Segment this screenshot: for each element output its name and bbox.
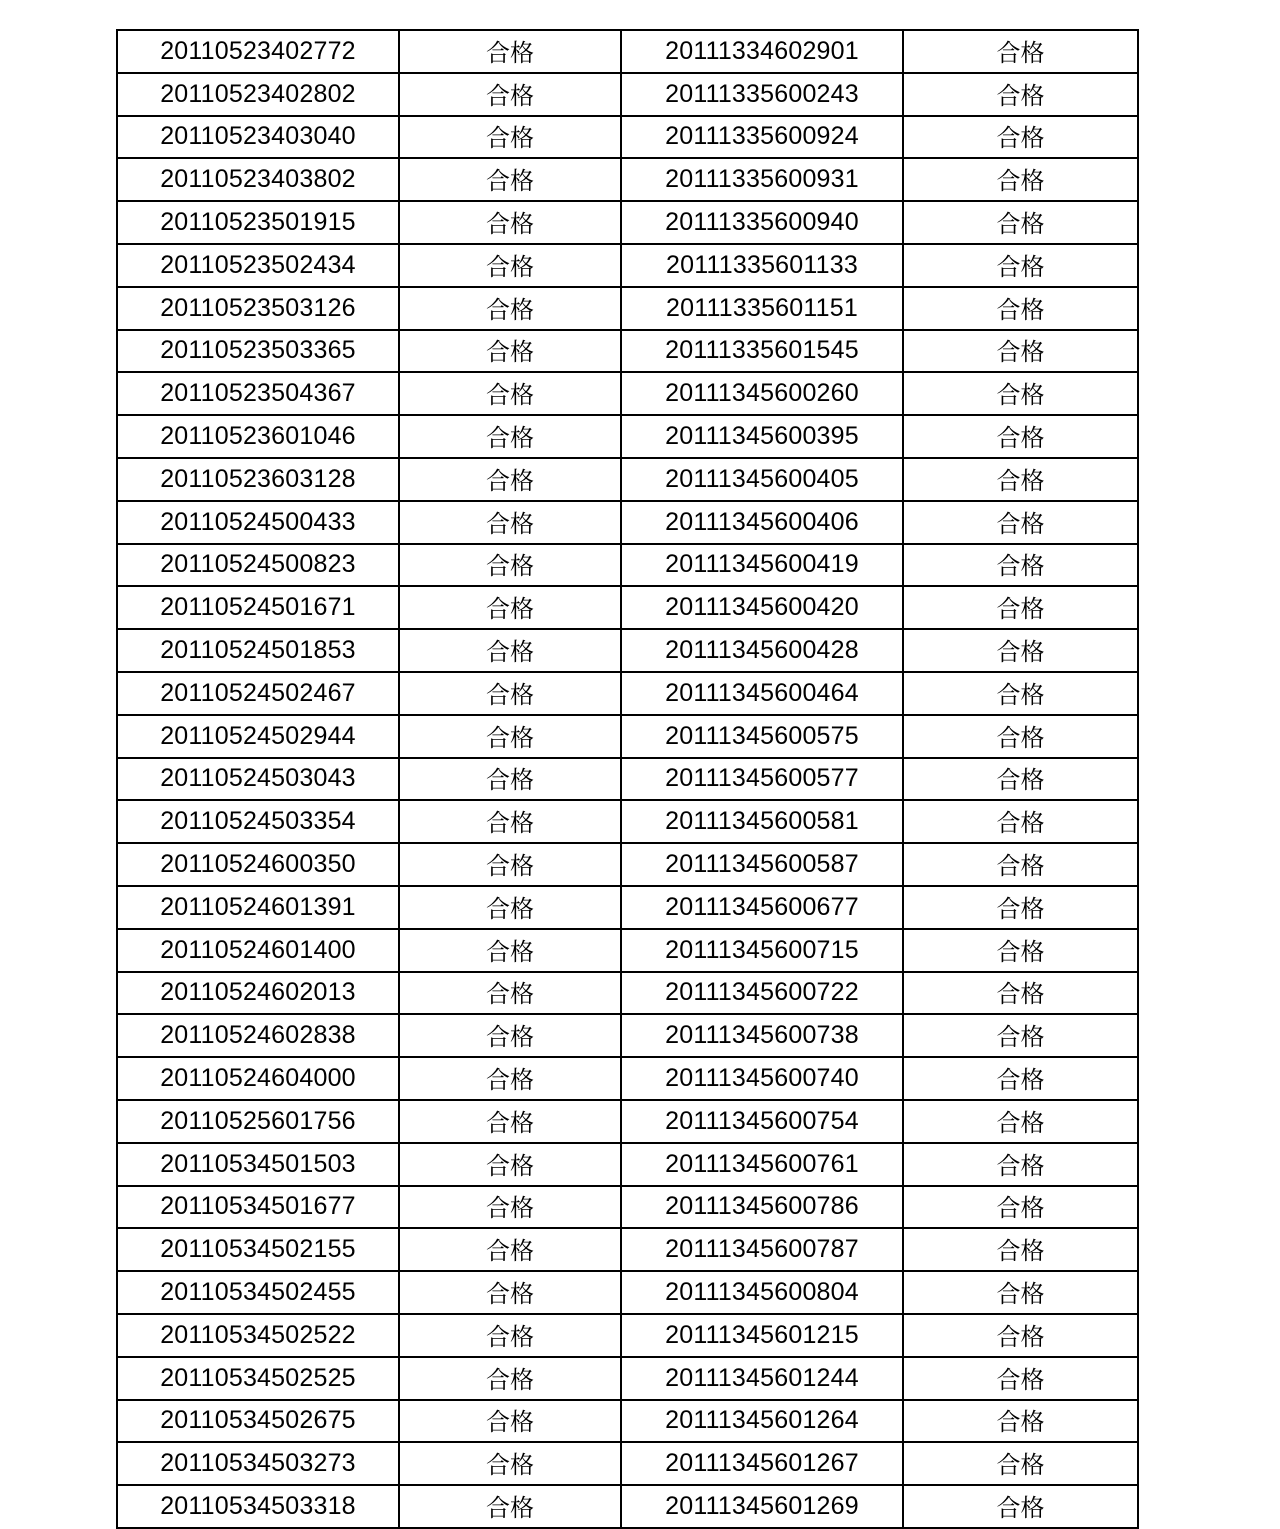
right-status-cell: 合格 xyxy=(903,1314,1138,1357)
left-id-cell: 20110523502434 xyxy=(117,244,399,287)
right-status-cell: 合格 xyxy=(903,800,1138,843)
left-status-cell: 合格 xyxy=(399,330,621,373)
table-row xyxy=(117,586,1138,629)
right-id-cell: 20111345600581 xyxy=(621,800,903,843)
left-id-cell: 20110525601756 xyxy=(117,1100,399,1143)
right-id-cell: 20111345600738 xyxy=(621,1014,903,1057)
left-status-cell: 合格 xyxy=(399,116,621,159)
right-status-cell: 合格 xyxy=(903,1186,1138,1229)
table-row xyxy=(117,1485,1138,1528)
right-id-cell: 20111345601215 xyxy=(621,1314,903,1357)
right-status-cell: 合格 xyxy=(903,73,1138,116)
right-id-cell: 20111335601151 xyxy=(621,287,903,330)
left-id-cell: 20110534502675 xyxy=(117,1400,399,1443)
table-row xyxy=(117,1400,1138,1443)
left-id-cell: 20110524601400 xyxy=(117,929,399,972)
right-status-cell: 合格 xyxy=(903,501,1138,544)
left-id-cell: 20110523403040 xyxy=(117,116,399,159)
right-id-cell: 20111345600260 xyxy=(621,372,903,415)
right-status-cell: 合格 xyxy=(903,929,1138,972)
left-id-cell: 20110524501853 xyxy=(117,629,399,672)
right-id-cell: 20111335600940 xyxy=(621,201,903,244)
right-status-cell: 合格 xyxy=(903,116,1138,159)
left-status-cell: 合格 xyxy=(399,1228,621,1271)
left-id-cell: 20110534502525 xyxy=(117,1357,399,1400)
left-id-cell: 20110523601046 xyxy=(117,415,399,458)
left-status-cell: 合格 xyxy=(399,244,621,287)
left-status-cell: 合格 xyxy=(399,73,621,116)
table-row xyxy=(117,1442,1138,1485)
right-id-cell: 20111345601269 xyxy=(621,1485,903,1528)
left-id-cell: 20110523501915 xyxy=(117,201,399,244)
left-status-cell: 合格 xyxy=(399,415,621,458)
right-id-cell: 20111334602901 xyxy=(621,30,903,73)
right-id-cell: 20111345600420 xyxy=(621,586,903,629)
left-id-cell: 20110534503273 xyxy=(117,1442,399,1485)
left-status-cell: 合格 xyxy=(399,929,621,972)
table-row xyxy=(117,244,1138,287)
right-id-cell: 20111345601264 xyxy=(621,1400,903,1443)
right-status-cell: 合格 xyxy=(903,886,1138,929)
left-status-cell: 合格 xyxy=(399,843,621,886)
table-row xyxy=(117,73,1138,116)
right-status-cell: 合格 xyxy=(903,1228,1138,1271)
right-status-cell: 合格 xyxy=(903,1100,1138,1143)
left-status-cell: 合格 xyxy=(399,972,621,1015)
right-id-cell: 20111345600677 xyxy=(621,886,903,929)
left-id-cell: 20110524503354 xyxy=(117,800,399,843)
left-status-cell: 合格 xyxy=(399,1186,621,1229)
table-row xyxy=(117,1314,1138,1357)
results-table xyxy=(116,29,1139,1529)
table-row xyxy=(117,372,1138,415)
right-id-cell: 20111345600804 xyxy=(621,1271,903,1314)
table-row xyxy=(117,158,1138,201)
left-id-cell: 20110523402772 xyxy=(117,30,399,73)
left-status-cell: 合格 xyxy=(399,1442,621,1485)
left-id-cell: 20110523503126 xyxy=(117,287,399,330)
right-id-cell: 20111345600395 xyxy=(621,415,903,458)
left-status-cell: 合格 xyxy=(399,544,621,587)
left-status-cell: 合格 xyxy=(399,1314,621,1357)
right-id-cell: 20111345600740 xyxy=(621,1057,903,1100)
table-row xyxy=(117,544,1138,587)
right-status-cell: 合格 xyxy=(903,1357,1138,1400)
right-status-cell: 合格 xyxy=(903,330,1138,373)
left-status-cell: 合格 xyxy=(399,372,621,415)
right-status-cell: 合格 xyxy=(903,972,1138,1015)
table-row xyxy=(117,972,1138,1015)
right-id-cell: 20111345600786 xyxy=(621,1186,903,1229)
table-row xyxy=(117,886,1138,929)
left-id-cell: 20110524602013 xyxy=(117,972,399,1015)
table-row xyxy=(117,929,1138,972)
left-id-cell: 20110524500433 xyxy=(117,501,399,544)
left-status-cell: 合格 xyxy=(399,201,621,244)
left-status-cell: 合格 xyxy=(399,30,621,73)
table-row xyxy=(117,800,1138,843)
right-id-cell: 20111345600715 xyxy=(621,929,903,972)
left-id-cell: 20110523603128 xyxy=(117,458,399,501)
results-table-body xyxy=(117,30,1138,1528)
left-id-cell: 20110534502522 xyxy=(117,1314,399,1357)
right-status-cell: 合格 xyxy=(903,843,1138,886)
right-id-cell: 20111335601133 xyxy=(621,244,903,287)
right-id-cell: 20111345600787 xyxy=(621,1228,903,1271)
table-row xyxy=(117,843,1138,886)
right-id-cell: 20111335600931 xyxy=(621,158,903,201)
table-row xyxy=(117,458,1138,501)
table-row xyxy=(117,1186,1138,1229)
left-id-cell: 20110523403802 xyxy=(117,158,399,201)
right-status-cell: 合格 xyxy=(903,672,1138,715)
table-row xyxy=(117,1228,1138,1271)
left-status-cell: 合格 xyxy=(399,501,621,544)
right-id-cell: 20111335600924 xyxy=(621,116,903,159)
left-id-cell: 20110534502155 xyxy=(117,1228,399,1271)
left-id-cell: 20110523402802 xyxy=(117,73,399,116)
table-row xyxy=(117,1357,1138,1400)
left-id-cell: 20110523504367 xyxy=(117,372,399,415)
table-row xyxy=(117,415,1138,458)
left-id-cell: 20110524502467 xyxy=(117,672,399,715)
left-status-cell: 合格 xyxy=(399,758,621,801)
left-status-cell: 合格 xyxy=(399,1057,621,1100)
table-row xyxy=(117,30,1138,73)
left-status-cell: 合格 xyxy=(399,886,621,929)
table-row xyxy=(117,629,1138,672)
table-row xyxy=(117,1014,1138,1057)
right-status-cell: 合格 xyxy=(903,1143,1138,1186)
left-status-cell: 合格 xyxy=(399,1271,621,1314)
table-row xyxy=(117,116,1138,159)
left-id-cell: 20110534502455 xyxy=(117,1271,399,1314)
table-row xyxy=(117,287,1138,330)
right-status-cell: 合格 xyxy=(903,586,1138,629)
table-row xyxy=(117,1143,1138,1186)
right-status-cell: 合格 xyxy=(903,1442,1138,1485)
right-status-cell: 合格 xyxy=(903,758,1138,801)
right-id-cell: 20111345600754 xyxy=(621,1100,903,1143)
right-id-cell: 20111345600405 xyxy=(621,458,903,501)
right-status-cell: 合格 xyxy=(903,458,1138,501)
right-id-cell: 20111345600761 xyxy=(621,1143,903,1186)
right-status-cell: 合格 xyxy=(903,1057,1138,1100)
right-id-cell: 20111335600243 xyxy=(621,73,903,116)
right-status-cell: 合格 xyxy=(903,1271,1138,1314)
left-status-cell: 合格 xyxy=(399,287,621,330)
left-status-cell: 合格 xyxy=(399,672,621,715)
right-id-cell: 20111345600428 xyxy=(621,629,903,672)
left-id-cell: 20110524604000 xyxy=(117,1057,399,1100)
right-id-cell: 20111345600464 xyxy=(621,672,903,715)
right-id-cell: 20111345600587 xyxy=(621,843,903,886)
left-status-cell: 合格 xyxy=(399,1485,621,1528)
right-id-cell: 20111345600722 xyxy=(621,972,903,1015)
right-status-cell: 合格 xyxy=(903,201,1138,244)
right-status-cell: 合格 xyxy=(903,1400,1138,1443)
table-row xyxy=(117,1057,1138,1100)
left-status-cell: 合格 xyxy=(399,458,621,501)
right-id-cell: 20111345600577 xyxy=(621,758,903,801)
right-id-cell: 20111335601545 xyxy=(621,330,903,373)
table-row xyxy=(117,330,1138,373)
table-row xyxy=(117,715,1138,758)
right-status-cell: 合格 xyxy=(903,1014,1138,1057)
left-id-cell: 20110524501671 xyxy=(117,586,399,629)
left-id-cell: 20110534503318 xyxy=(117,1485,399,1528)
left-status-cell: 合格 xyxy=(399,1143,621,1186)
right-id-cell: 20111345600406 xyxy=(621,501,903,544)
left-status-cell: 合格 xyxy=(399,1014,621,1057)
left-status-cell: 合格 xyxy=(399,800,621,843)
right-status-cell: 合格 xyxy=(903,544,1138,587)
left-id-cell: 20110524600350 xyxy=(117,843,399,886)
left-status-cell: 合格 xyxy=(399,629,621,672)
left-status-cell: 合格 xyxy=(399,1400,621,1443)
right-status-cell: 合格 xyxy=(903,372,1138,415)
right-status-cell: 合格 xyxy=(903,158,1138,201)
left-id-cell: 20110534501677 xyxy=(117,1186,399,1229)
right-status-cell: 合格 xyxy=(903,715,1138,758)
table-row xyxy=(117,758,1138,801)
left-status-cell: 合格 xyxy=(399,1357,621,1400)
right-status-cell: 合格 xyxy=(903,1485,1138,1528)
table-row xyxy=(117,501,1138,544)
left-id-cell: 20110524500823 xyxy=(117,544,399,587)
left-id-cell: 20110524502944 xyxy=(117,715,399,758)
table-row xyxy=(117,1271,1138,1314)
right-id-cell: 20111345601267 xyxy=(621,1442,903,1485)
right-status-cell: 合格 xyxy=(903,287,1138,330)
left-id-cell: 20110524602838 xyxy=(117,1014,399,1057)
right-id-cell: 20111345601244 xyxy=(621,1357,903,1400)
left-status-cell: 合格 xyxy=(399,158,621,201)
right-status-cell: 合格 xyxy=(903,629,1138,672)
table-row xyxy=(117,1100,1138,1143)
table-row xyxy=(117,672,1138,715)
left-id-cell: 20110524503043 xyxy=(117,758,399,801)
table-row xyxy=(117,201,1138,244)
left-status-cell: 合格 xyxy=(399,586,621,629)
left-id-cell: 20110524601391 xyxy=(117,886,399,929)
right-id-cell: 20111345600575 xyxy=(621,715,903,758)
left-id-cell: 20110534501503 xyxy=(117,1143,399,1186)
left-status-cell: 合格 xyxy=(399,715,621,758)
left-status-cell: 合格 xyxy=(399,1100,621,1143)
right-status-cell: 合格 xyxy=(903,244,1138,287)
left-id-cell: 20110523503365 xyxy=(117,330,399,373)
right-status-cell: 合格 xyxy=(903,415,1138,458)
right-id-cell: 20111345600419 xyxy=(621,544,903,587)
right-status-cell: 合格 xyxy=(903,30,1138,73)
